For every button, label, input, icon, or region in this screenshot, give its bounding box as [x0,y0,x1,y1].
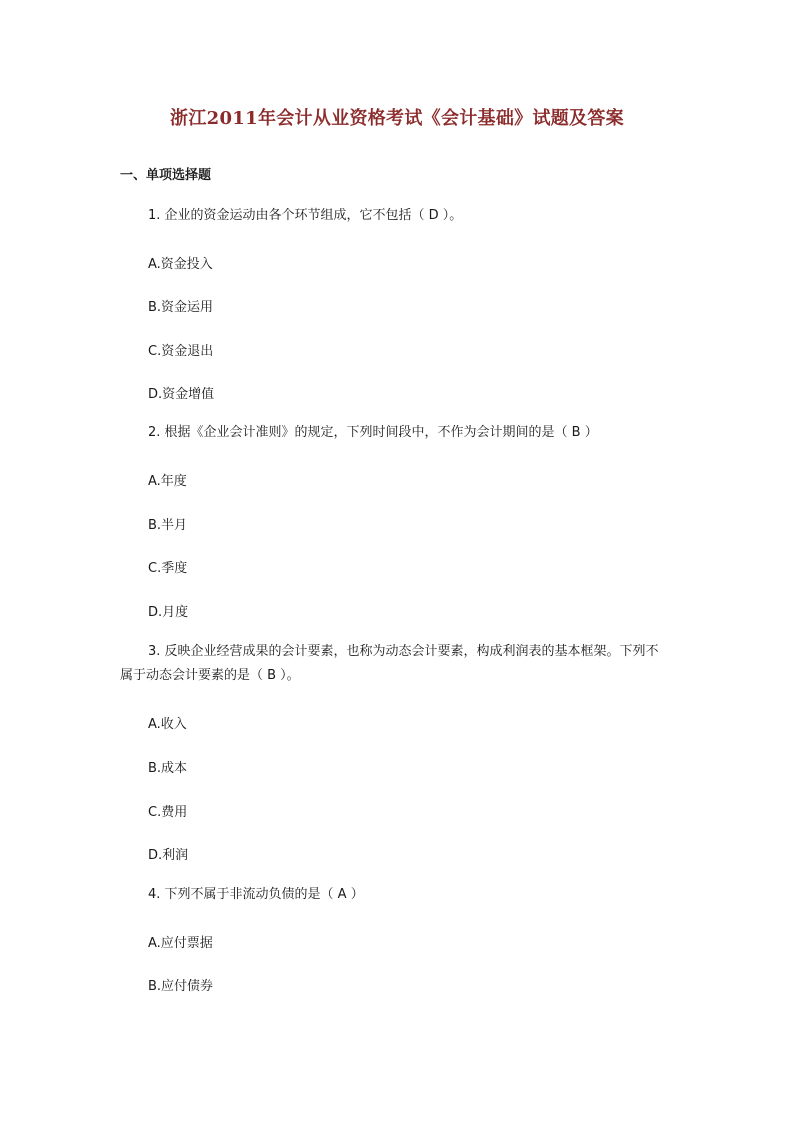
question-2-option-c: C.季度 [148,561,188,576]
question-1-option-a: A.资金投入 [148,257,213,272]
question-1-option-c: C.资金退出 [148,344,214,359]
question-2-text: 2. 根据《企业会计准则》的规定，下列时间段中，不作为会计期间的是（ B ） [148,425,598,440]
section-heading: 一、单项选择题 [120,168,212,183]
question-2-option-b: B.半月 [148,518,188,533]
question-4-option-a: A.应付票据 [148,936,213,951]
question-1-option-d: D.资金增值 [148,387,215,402]
question-3-option-b: B.成本 [148,761,188,776]
question-1-option-b: B.资金运用 [148,300,214,315]
question-2-option-a: A.年度 [148,474,187,489]
question-1-text: 1. 企业的资金运动由各个环节组成，它不包括（ D ）。 [148,208,463,223]
question-3-option-a: A.收入 [148,717,187,732]
question-3-option-c: C.费用 [148,805,188,820]
question-3-text: 3. 反映企业经营成果的会计要素，也称为动态会计要素，构成利润表的基本框架。下列不属于动态会计要素的是（ B ）。 [120,644,659,683]
document-title: 浙江2011年会计从业资格考试《会计基础》试题及答案 [170,108,624,129]
question-3-option-d: D.利润 [148,848,189,863]
question-4-option-b: B.应付债券 [148,979,214,994]
question-4-text: 4. 下列不属于非流动负债的是（ A ） [148,887,364,902]
question-2-option-d: D.月度 [148,605,189,620]
